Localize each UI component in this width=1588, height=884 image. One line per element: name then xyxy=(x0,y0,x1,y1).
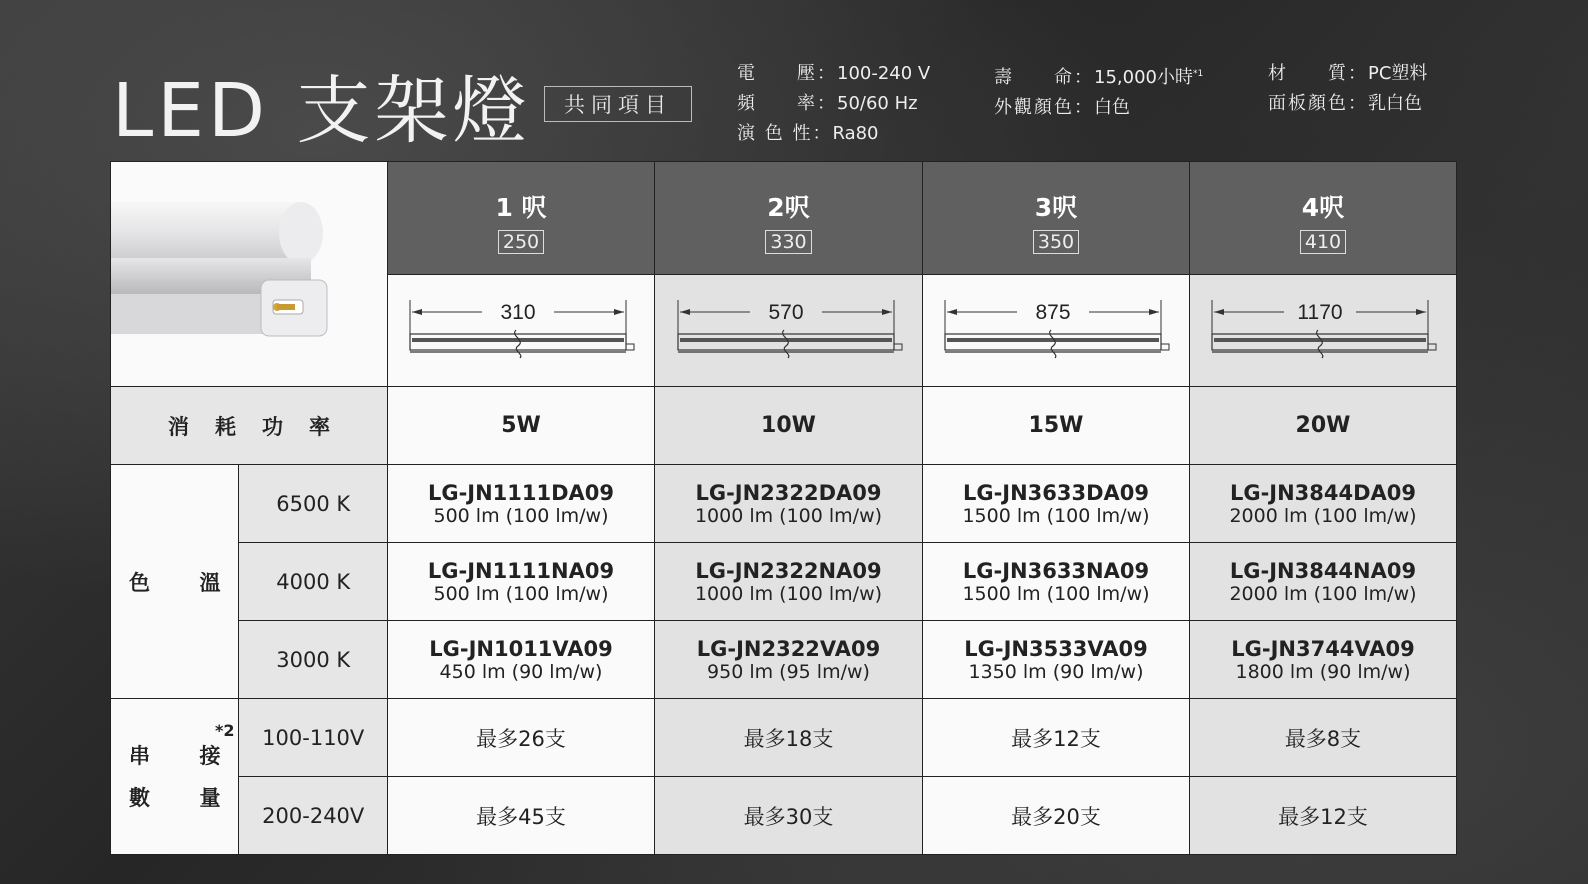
led-fixture-image xyxy=(111,162,387,382)
chain-count-cell: 最多20支 xyxy=(923,777,1190,855)
chain-count-cell: 最多8支 xyxy=(1190,699,1457,777)
fixture-connector xyxy=(626,344,634,350)
dimension-diagram-svg xyxy=(925,278,1187,378)
voltage-100-110: 100-110V xyxy=(239,699,388,777)
model-cell: LG-JN3844DA09 2000 lm (100 lm/w) xyxy=(1190,465,1457,543)
model-cell: LG-JN2322DA09 1000 lm (100 lm/w) xyxy=(655,465,923,543)
length-label: 310 xyxy=(500,301,536,325)
model-cell: LG-JN3633DA09 1500 lm (100 lm/w) xyxy=(923,465,1190,543)
dimension-diagram-svg xyxy=(390,278,652,378)
chain-count-cell: 最多30支 xyxy=(655,777,923,855)
fixture-connector xyxy=(894,344,902,350)
product-photo xyxy=(111,162,388,387)
chain-count-label: *2 串 接 數 量 xyxy=(111,699,239,855)
size-header-4ft: 4呎 410 xyxy=(1190,162,1457,275)
spec-appearance: 外觀顏色：白色 xyxy=(994,97,1130,118)
chain-count-cell: 最多18支 xyxy=(655,699,923,777)
length-label: 570 xyxy=(767,301,804,325)
arrow-left-icon xyxy=(412,309,422,315)
power-row-label: 消耗功率 xyxy=(111,387,388,465)
model-cell: LG-JN2322NA09 1000 lm (100 lm/w) xyxy=(655,543,923,621)
spec-life: 壽 命：15,000小時$^{*1}$ xyxy=(994,67,1204,88)
fixture-connector xyxy=(1161,344,1169,350)
chain-count-cell: 最多12支 xyxy=(1190,777,1457,855)
model-cell: LG-JN1111NA09 500 lm (100 lm/w) xyxy=(388,543,655,621)
temp-4000: 4000 K xyxy=(239,543,388,621)
length-label: 1170 xyxy=(1297,301,1343,325)
chain-count-cell: 最多45支 xyxy=(388,777,655,855)
power-1ft: 5W xyxy=(388,387,655,465)
temp-6500: 6500 K xyxy=(239,465,388,543)
model-cell: LG-JN2322VA09 950 lm (95 lm/w) xyxy=(655,621,923,699)
power-4ft: 20W xyxy=(1190,387,1457,465)
spec-panel-color: 面板顏色：乳白色 xyxy=(1268,93,1422,114)
color-temp-label: 色 溫 xyxy=(111,465,239,699)
chain-count-cell: 最多26支 xyxy=(388,699,655,777)
model-cell: LG-JN1111DA09 500 lm (100 lm/w) xyxy=(388,465,655,543)
spec-frequency: 頻 率：50/60 Hz xyxy=(737,93,918,114)
spec-voltage: 電 壓：100-240 V xyxy=(737,63,931,84)
spec-cri: 演 色 性：Ra80 xyxy=(737,123,879,144)
size-header-2ft: 2呎 330 xyxy=(655,162,923,275)
arrow-left-icon xyxy=(1214,309,1224,315)
arrow-right-icon xyxy=(1416,309,1426,315)
dimension-diagram-4ft xyxy=(1190,274,1457,387)
temp-3000: 3000 K xyxy=(239,621,388,699)
arrow-right-icon xyxy=(1149,309,1159,315)
dimension-diagram-1ft xyxy=(388,274,655,387)
arrow-right-icon xyxy=(614,309,624,315)
size-header-1ft: 1 呎 250 xyxy=(388,162,655,275)
length-label: 875 xyxy=(1035,301,1071,325)
dimension-diagram-svg xyxy=(658,278,920,378)
arrow-left-icon xyxy=(947,309,957,315)
model-cell: LG-JN3533VA09 1350 lm (90 lm/w) xyxy=(923,621,1190,699)
size-header-3ft: 3呎 350 xyxy=(923,162,1190,275)
arrow-left-icon xyxy=(680,309,690,315)
model-cell: LG-JN3633NA09 1500 lm (100 lm/w) xyxy=(923,543,1190,621)
power-3ft: 15W xyxy=(923,387,1190,465)
dimension-diagram-2ft xyxy=(655,274,923,387)
spec-table xyxy=(110,161,1457,855)
fixture-connector xyxy=(1428,344,1436,350)
page-title: LED 支架燈 xyxy=(112,68,531,154)
dimension-diagram-3ft xyxy=(923,274,1190,387)
model-cell: LG-JN3844NA09 2000 lm (100 lm/w) xyxy=(1190,543,1457,621)
voltage-200-240: 200-240V xyxy=(239,777,388,855)
dimension-diagram-svg xyxy=(1192,278,1454,378)
spec-column-1 xyxy=(737,59,930,149)
chain-count-cell: 最多12支 xyxy=(923,699,1190,777)
spec-column-3 xyxy=(1268,59,1427,119)
common-items-badge: 共同項目 xyxy=(544,86,692,122)
spec-material: 材 質：PC塑料 xyxy=(1268,63,1428,84)
arrow-right-icon xyxy=(882,309,892,315)
spec-column-2 xyxy=(994,59,1203,123)
model-cell: LG-JN3744VA09 1800 lm (90 lm/w) xyxy=(1190,621,1457,699)
model-cell: LG-JN1011VA09 450 lm (90 lm/w) xyxy=(388,621,655,699)
power-2ft: 10W xyxy=(655,387,923,465)
